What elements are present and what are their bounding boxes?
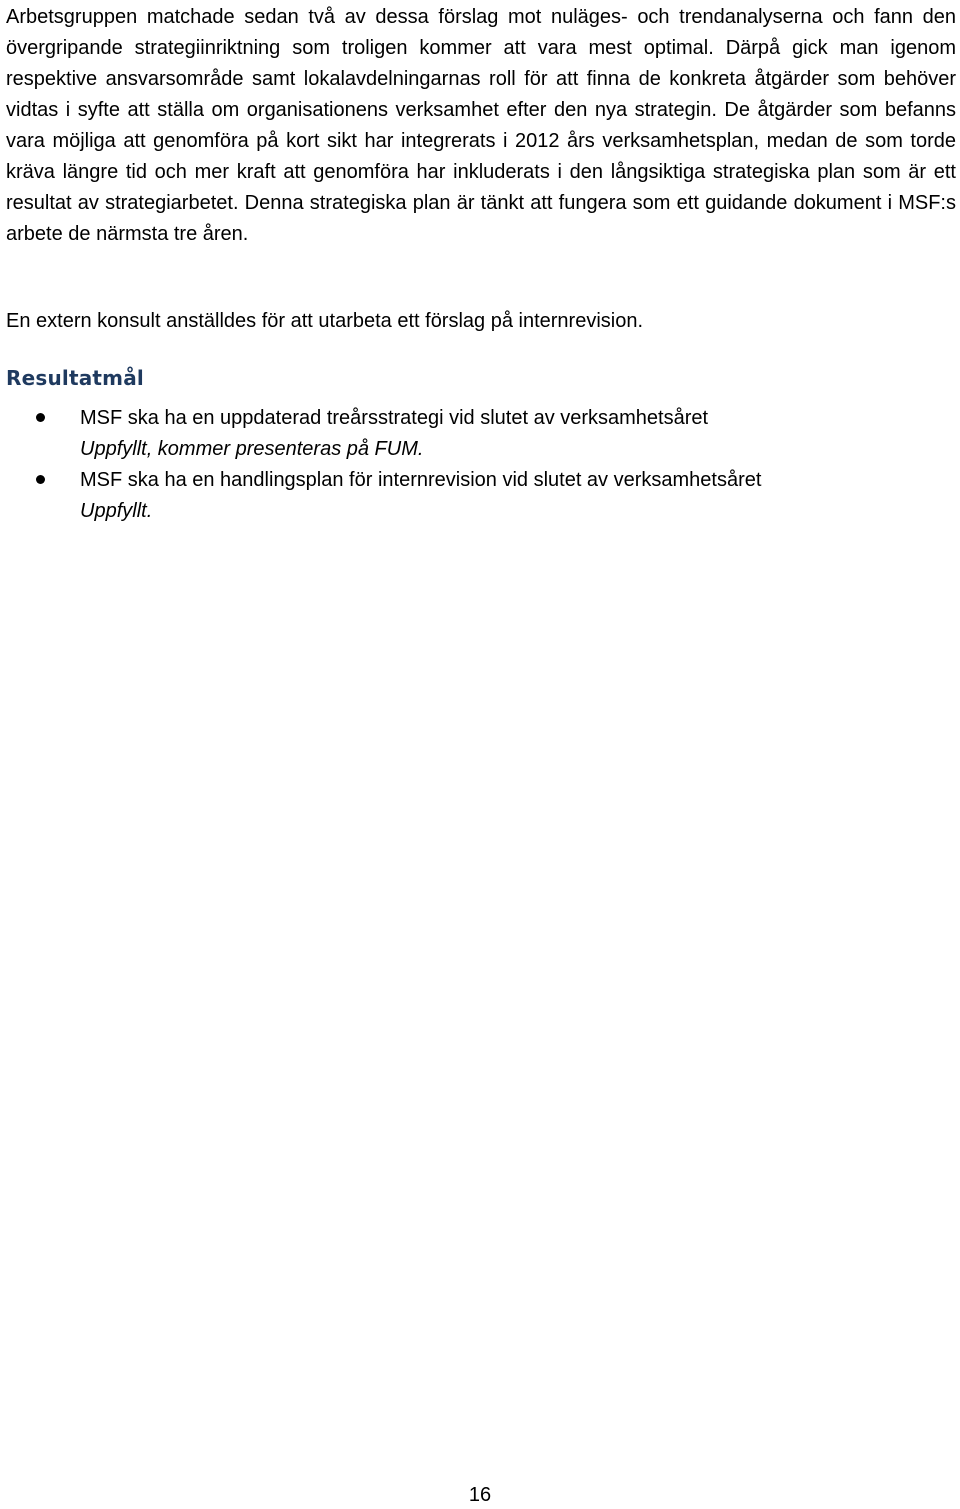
body-paragraph-consultant: En extern konsult anställdes för att utarbeta ett förslag på internrevision. — [6, 310, 644, 332]
goal-status: Uppfyllt, kommer presenteras på FUM. — [80, 438, 424, 460]
list-item — [0, 465, 960, 527]
goals-list — [0, 403, 960, 527]
list-item — [0, 403, 960, 465]
bullet-icon — [36, 475, 45, 484]
page-number: 16 — [468, 1484, 492, 1506]
goal-text: MSF ska ha en uppdaterad treårsstrategi vid slutet av verksamhetsåret — [80, 407, 709, 429]
bullet-icon — [36, 413, 45, 422]
goal-status: Uppfyllt. — [80, 500, 153, 522]
goal-text: MSF ska ha en handlingsplan för internrevision vid slutet av verksamhetsåret — [80, 469, 762, 491]
section-heading: Resultatmål — [6, 366, 144, 390]
body-paragraph-strategy: Arbetsgruppen matchade sedan två av dessa förslag mot nuläges- och trendanalyserna och fann den övergripande strategiinriktning som troligen kommer att vara mest optimal. Därpå gick man igenom respektive ansvarsområde samt lokalavdelningarnas roll för att finna de konkreta åtgärder som behöver vidtas i syfte att ställa om organisationens verksamhet efter den nya strategin. De åtgärder som befanns vara möjliga att genomföra på kort sikt har integrerats i 2012 års verksamhetsplan, medan de som torde kräva längre tid och mer kraft att genomföra har inkluderats i den långsiktiga strategiska plan som är ett resultat av strategiarbetet. Denna strategiska plan är tänkt att fungera som ett guidande dokument i MSF:s arbete de närmsta tre åren. — [6, 6, 956, 245]
